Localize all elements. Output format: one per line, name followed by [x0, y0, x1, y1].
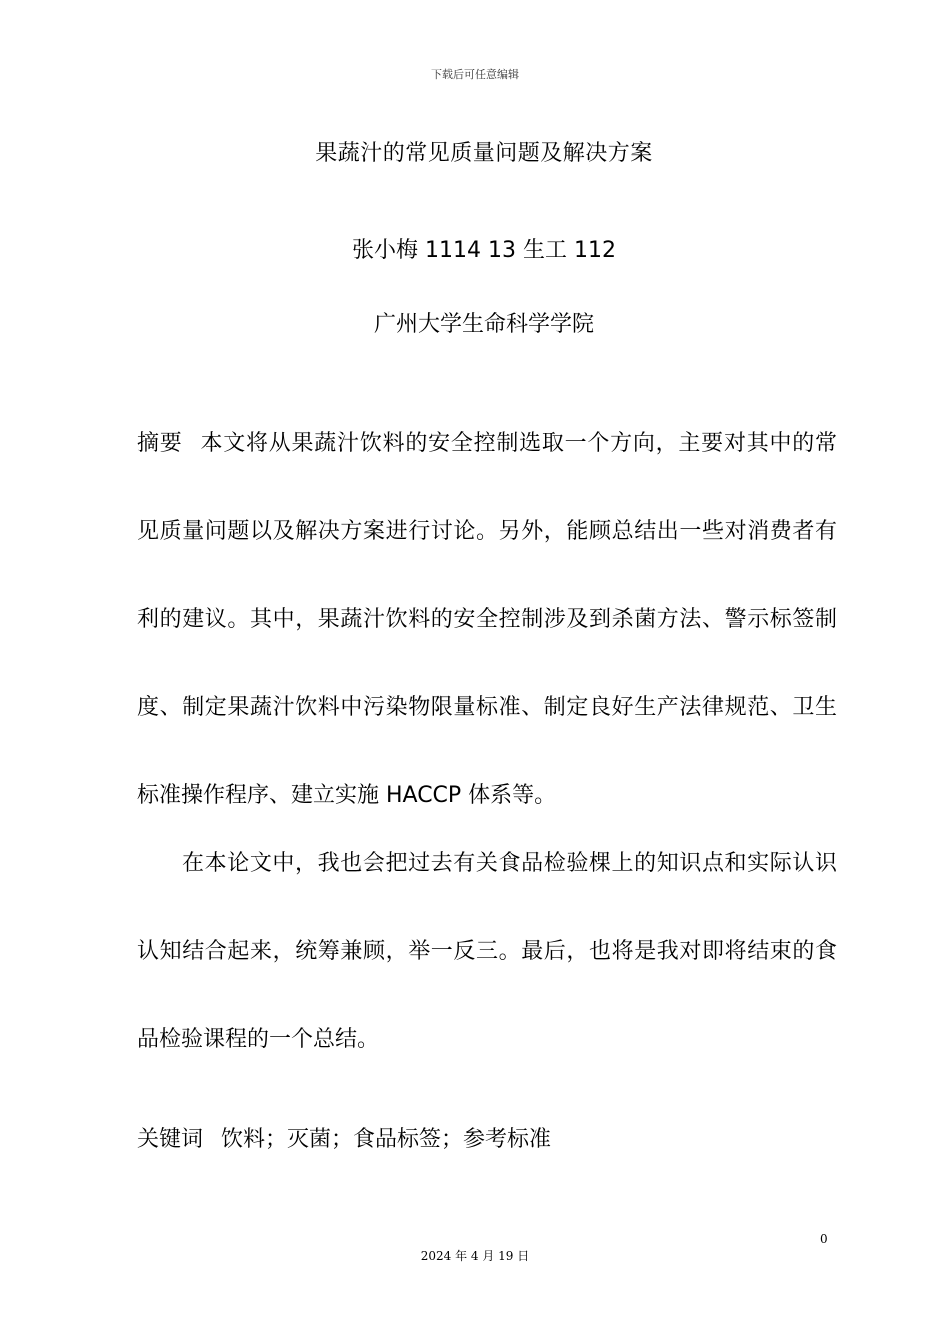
document-title: 果蔬汁的常见质量问题及解决方案 [315, 141, 653, 166]
abstract-text: 本文将从果蔬汁饮料的安全控制选取一个方向，主要对其中的常见质量问题以及解决方案进行讨论。另外，能顾总结出一些对消费者有利的建议。其中，果蔬汁饮料的安全控制涉及到杀菌方法、警示标签制度、制定果蔬汁饮料中污染物限量标准、制定良好生产法律规范、卫生标准操作程序、建立实施 HACCP 体系等。 [137, 431, 837, 808]
keywords-label: 关键词 [137, 1127, 204, 1152]
author-line: 张小梅 1114 13 生工 112 [352, 238, 616, 263]
page-number: 0 [820, 1232, 828, 1246]
header-note: 下载后可任意编辑 [431, 68, 519, 81]
abstract-label: 摘要 [137, 431, 183, 456]
keywords-line [137, 1122, 837, 1153]
keywords-text: 饮料；灭菌；食品标签；参考标准 [221, 1127, 552, 1152]
affiliation: 广州大学生命科学学院 [373, 312, 594, 337]
footer-date: 2024 年 4 月 19 日 [420, 1249, 530, 1263]
body-paragraph: 在本论文中，我也会把过去有关食品检验棵上的知识点和实际认识认知结合起来，统筹兼顾，举一反三。最后，也将是我对即将结束的食品检验课程的一个总结。 [137, 851, 837, 1052]
abstract-paragraph [137, 400, 837, 840]
